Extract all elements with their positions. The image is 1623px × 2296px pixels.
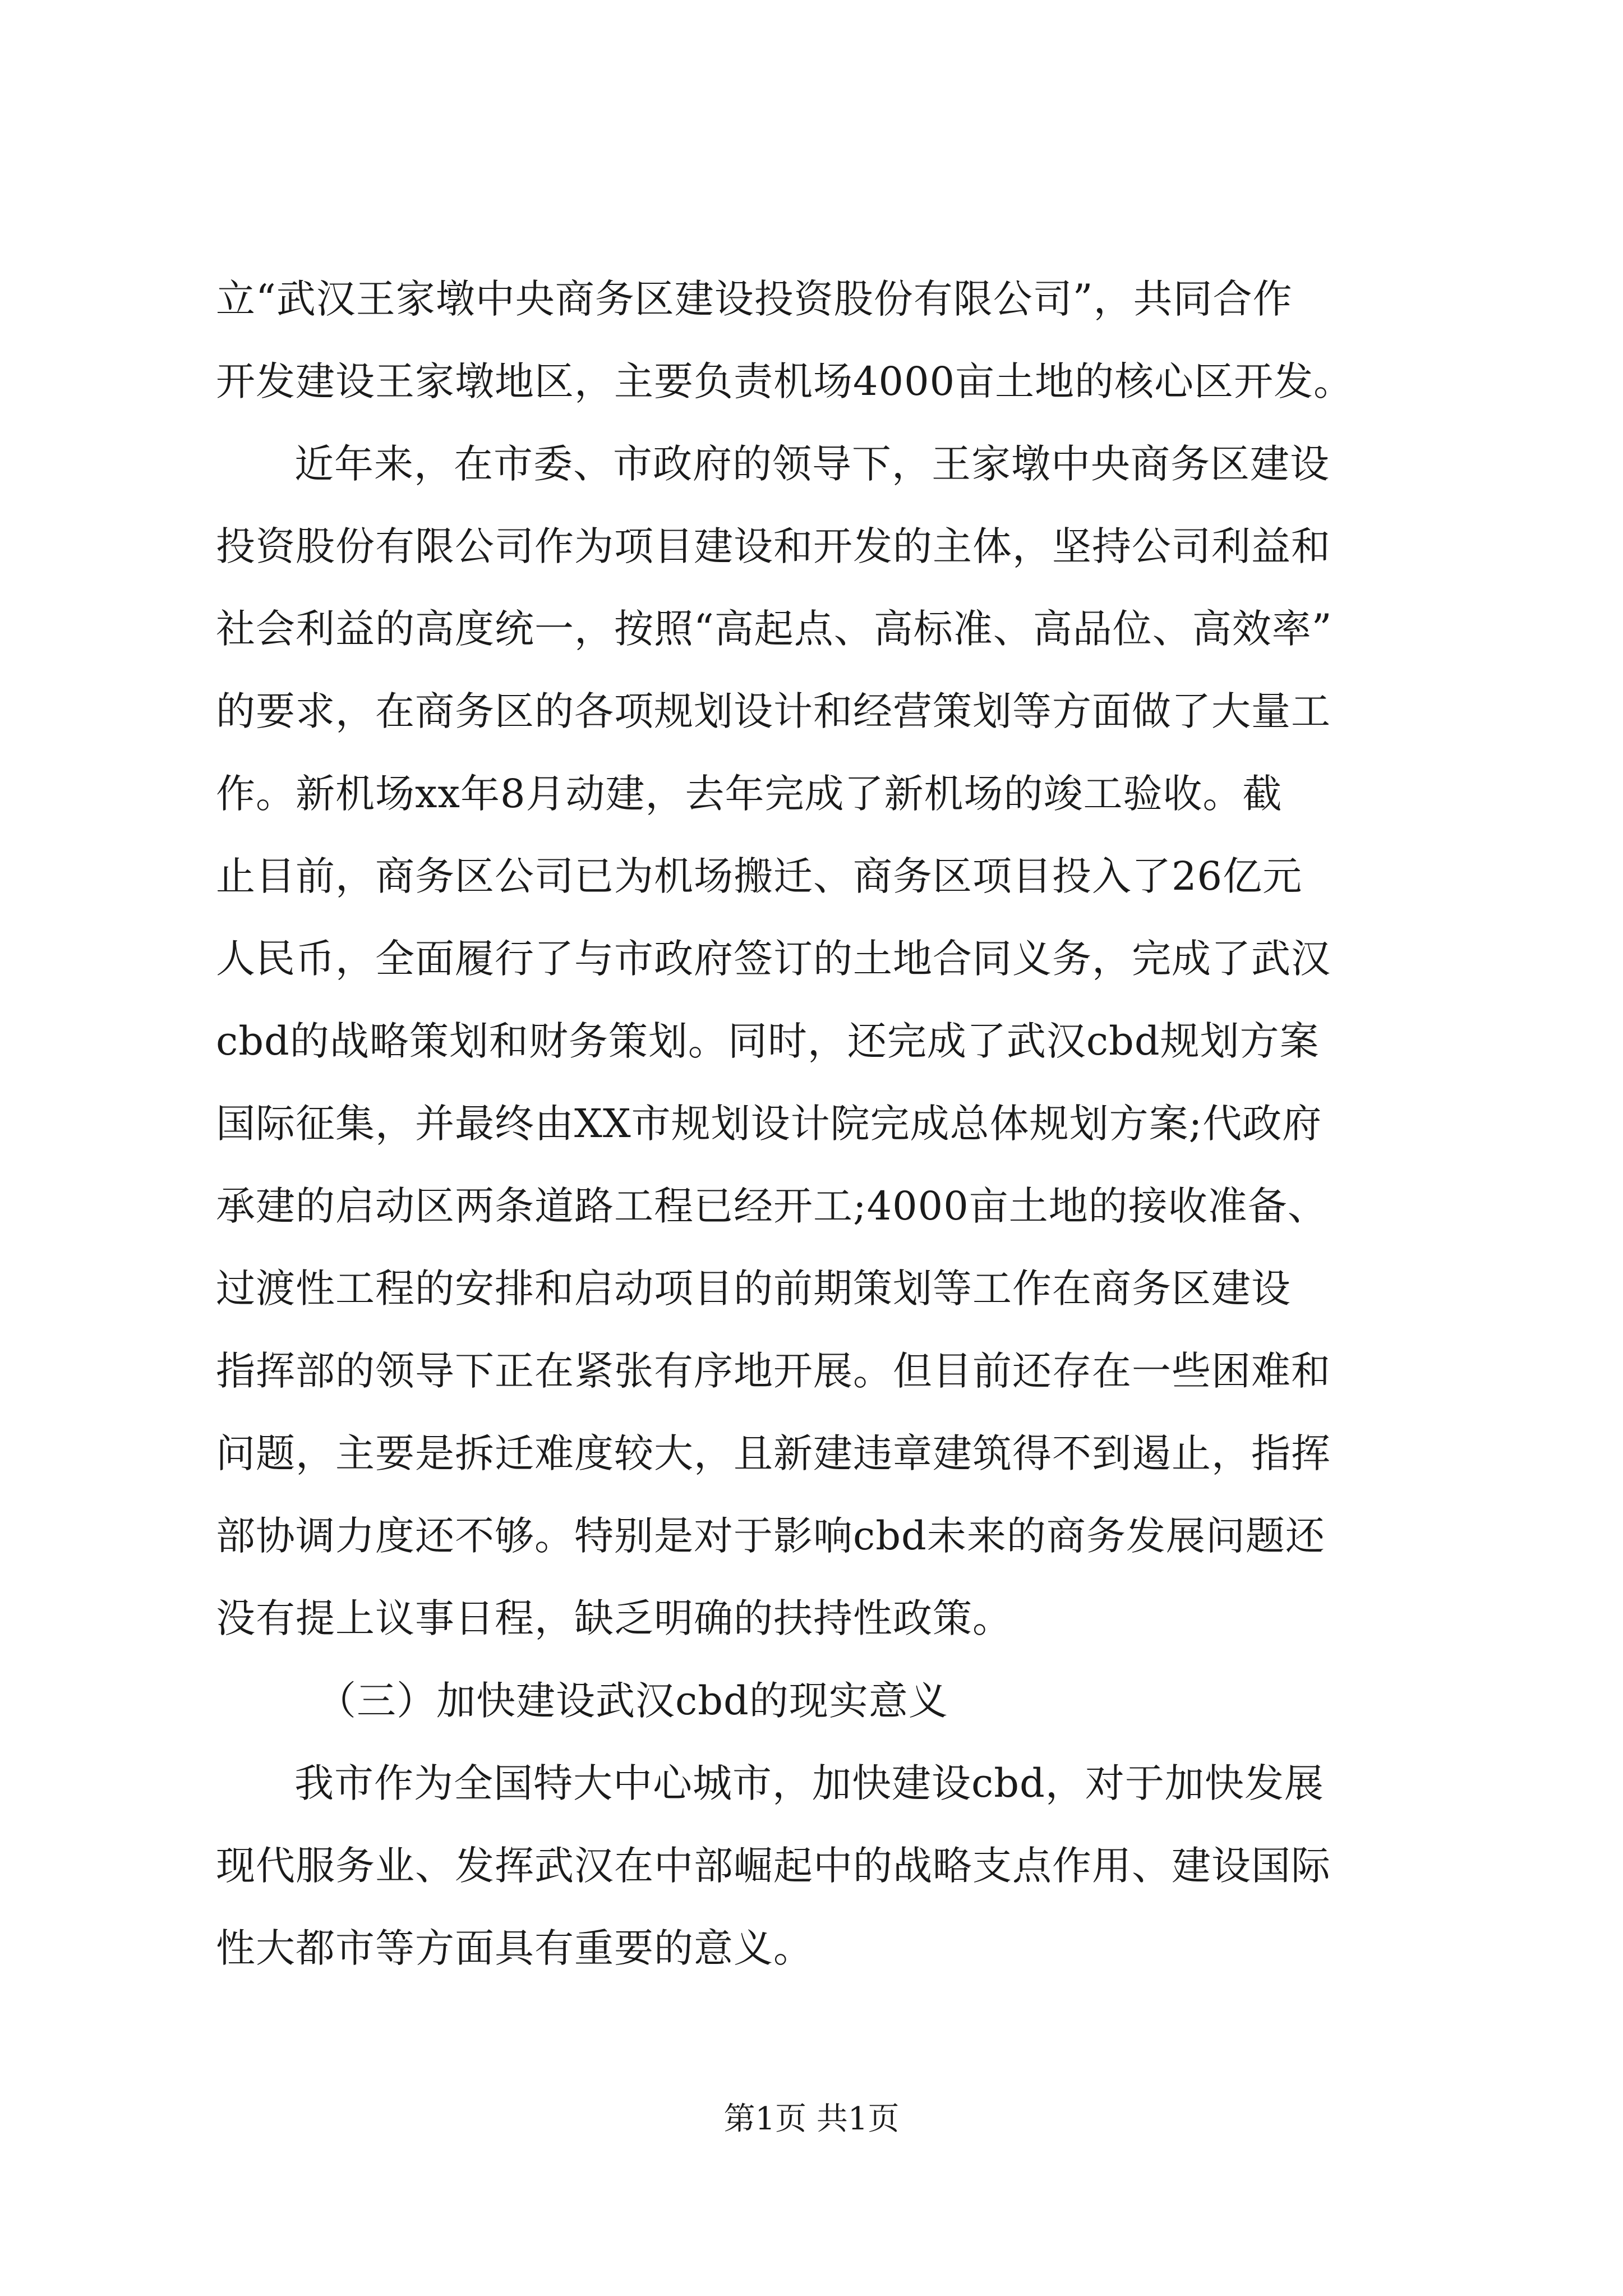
paragraph-start-line: 我市作为全国特大中心城市，加快建设cbd，对于加快发展: [294, 1760, 1324, 1806]
body-line: 作。新机场xx年8月动建，去年完成了新机场的竣工验收。截: [216, 771, 1283, 817]
page-footer: [0, 2097, 1623, 2142]
body-line: 没有提上议事日程，缺乏明确的扶持性政策。: [216, 1595, 1012, 1641]
paragraph-start-line: 近年来，在市委、市政府的领导下，王家墩中央商务区建设: [294, 441, 1330, 487]
body-line: 国际征集，并最终由XX市规划设计院完成总体规划方案;代政府: [216, 1101, 1322, 1147]
body-line: 开发建设王家墩地区，主要负责机场4000亩土地的核心区开发。: [216, 358, 1354, 404]
body-line: 社会利益的高度统一，按照“高起点、高标准、高品位、高效率”: [216, 606, 1332, 652]
body-line: 过渡性工程的安排和启动项目的前期策划等工作在商务区建设: [216, 1266, 1291, 1312]
body-line: 人民币，全面履行了与市政府签订的土地合同义务，完成了武汉: [216, 936, 1331, 982]
body-line: 问题，主要是拆迁难度较大，且新建违章建筑得不到遏止，指挥: [216, 1430, 1331, 1476]
body-line: 指挥部的领导下正在紧张有序地开展。但目前还存在一些困难和: [216, 1348, 1331, 1394]
body-line: cbd的战略策划和财务策划。同时，还完成了武汉cbd规划方案: [216, 1018, 1320, 1064]
body-line: 的要求，在商务区的各项规划设计和经营策划等方面做了大量工: [216, 688, 1331, 734]
body-line: 性大都市等方面具有重要的意义。: [216, 1925, 813, 1971]
body-line: 部协调力度还不够。特别是对于影响cbd未来的商务发展问题还: [216, 1513, 1325, 1559]
section-heading: （三）加快建设武汉cbd的现实意义: [317, 1678, 948, 1724]
body-line: 立“武汉王家墩中央商务区建设投资股份有限公司”，共同合作: [216, 276, 1293, 322]
body-line: 现代服务业、发挥武汉在中部崛起中的战略支点作用、建设国际: [216, 1843, 1331, 1889]
body-line: 承建的启动区两条道路工程已经开工;4000亩土地的接收准备、: [216, 1183, 1327, 1229]
body-line: 止目前，商务区公司已为机场搬迁、商务区项目投入了26亿元: [216, 853, 1303, 899]
document-body: [216, 258, 1416, 1990]
page-number-indicator: 第1页 共1页: [723, 2101, 900, 2137]
body-line: 投资股份有限公司作为项目建设和开发的主体，坚持公司利益和: [216, 523, 1331, 569]
